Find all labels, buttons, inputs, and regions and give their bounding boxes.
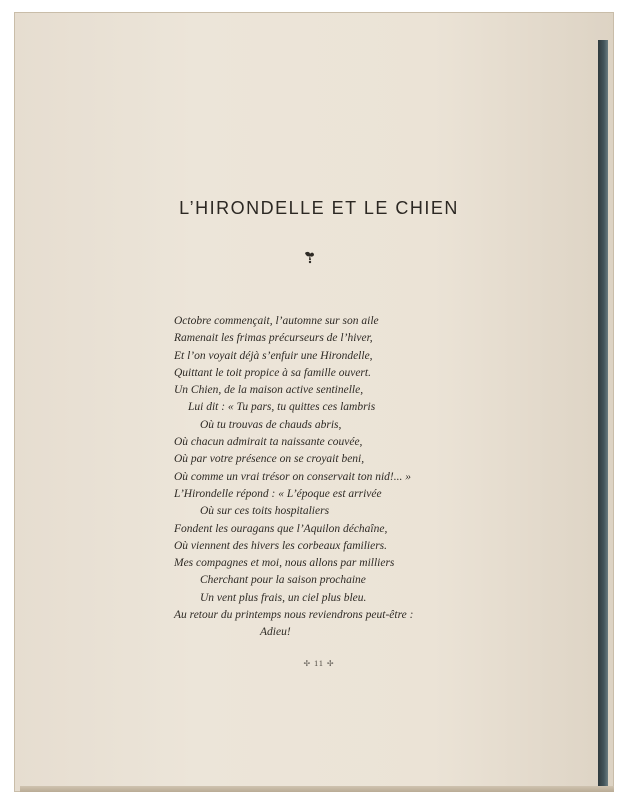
poem-line: Un vent plus frais, un ciel plus bleu.	[200, 591, 367, 604]
poem-line: L’Hirondelle répond : « L’époque est arrivée	[174, 487, 382, 500]
page-footer	[14, 659, 622, 668]
poem-line: Adieu!	[260, 626, 291, 639]
poem-line: Ramenait les frimas précurseurs de l’hiver,	[174, 332, 373, 345]
poem-line: Mes compagnes et moi, nous allons par milliers	[174, 557, 395, 570]
poem-line: Où sur ces toits hospitaliers	[200, 505, 330, 518]
book-page	[14, 12, 614, 792]
poem-line: Et l’on voyait déjà s’enfuir une Hirondelle,	[174, 349, 373, 362]
poem-line: Lui dit : « Tu pars, tu quittes ces lambris	[188, 401, 376, 414]
poem-line: Octobre commençait, l’automne sur son aile	[174, 315, 379, 327]
ornament-right-icon: ✢	[326, 659, 335, 668]
poem-line: Où chacun admirait ta naissante couvée,	[174, 436, 363, 449]
book-cover-edge	[598, 40, 608, 792]
poem-text	[174, 313, 504, 642]
page-number: 11	[314, 659, 324, 668]
page-edge	[20, 786, 614, 792]
poem-line: Cherchant pour la saison prochaine	[200, 574, 366, 587]
poem-line: Au retour du printemps nous reviendrons peut-être :	[174, 609, 414, 622]
poem-line: Un Chien, de la maison active sentinelle,	[174, 384, 364, 397]
poem-title: L’HIRONDELLE ET LE CHIEN	[179, 198, 459, 218]
poem-line: Où viennent des hivers les corbeaux familiers.	[174, 539, 388, 552]
poem-line: Où tu trouvas de chauds abris,	[200, 418, 342, 431]
fleuron-icon	[302, 249, 318, 265]
poem-line: Quittant le toit propice à sa famille ouvert.	[174, 366, 371, 379]
ornament-left-icon: ✢	[303, 659, 312, 668]
poem-line: Fondent les ouragans que l’Aquilon déchaîne,	[174, 522, 388, 535]
poem-line: Où comme un vrai trésor on conservait ton nid!... »	[174, 470, 411, 483]
poem-line: Où par votre présence on se croyait beni,	[174, 453, 365, 466]
